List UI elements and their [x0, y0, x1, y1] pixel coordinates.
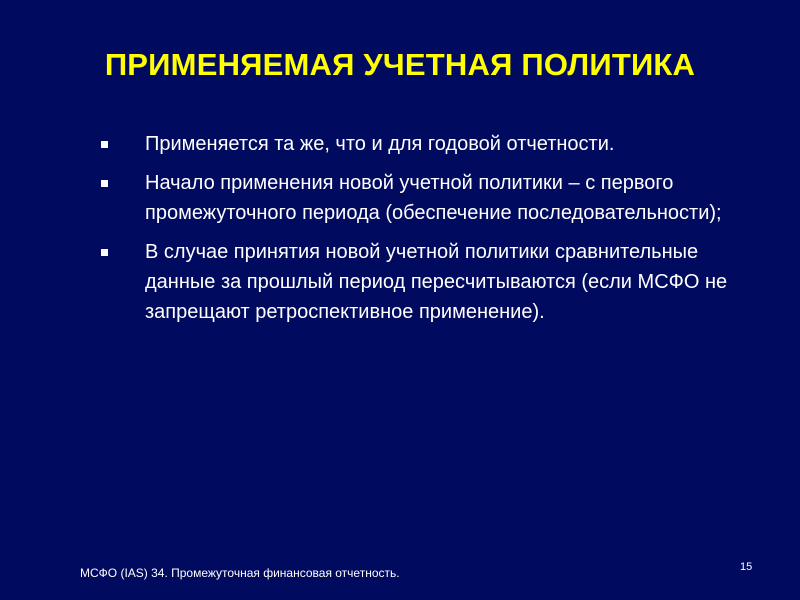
bullet-item: [100, 237, 740, 327]
slide-title: ПРИМЕНЯЕМАЯ УЧЕТНАЯ ПОЛИТИКА: [104, 47, 696, 82]
bullet-item: [100, 129, 740, 159]
square-bullet-icon: [101, 141, 108, 148]
slide-footer: МСФО (IAS) 34. Промежуточная финансовая отчетность.: [80, 566, 400, 580]
bullet-item: [100, 168, 740, 228]
square-bullet-icon: [101, 249, 108, 256]
square-bullet-icon: [101, 180, 108, 187]
bullet-text: Начало применения новой учетной политики – с первого промежуточного периода (обеспечение последовательности);: [145, 172, 722, 224]
bullet-list: [100, 129, 740, 336]
bullet-text: В случае принятия новой учетной политики сравнительные данные за прошлый период пересчитываются (если МСФО не запрещают ретроспективное применение).: [145, 241, 728, 323]
bullet-text: Применяется та же, что и для годовой отчетности.: [145, 133, 615, 155]
page-number: 15: [740, 561, 753, 573]
